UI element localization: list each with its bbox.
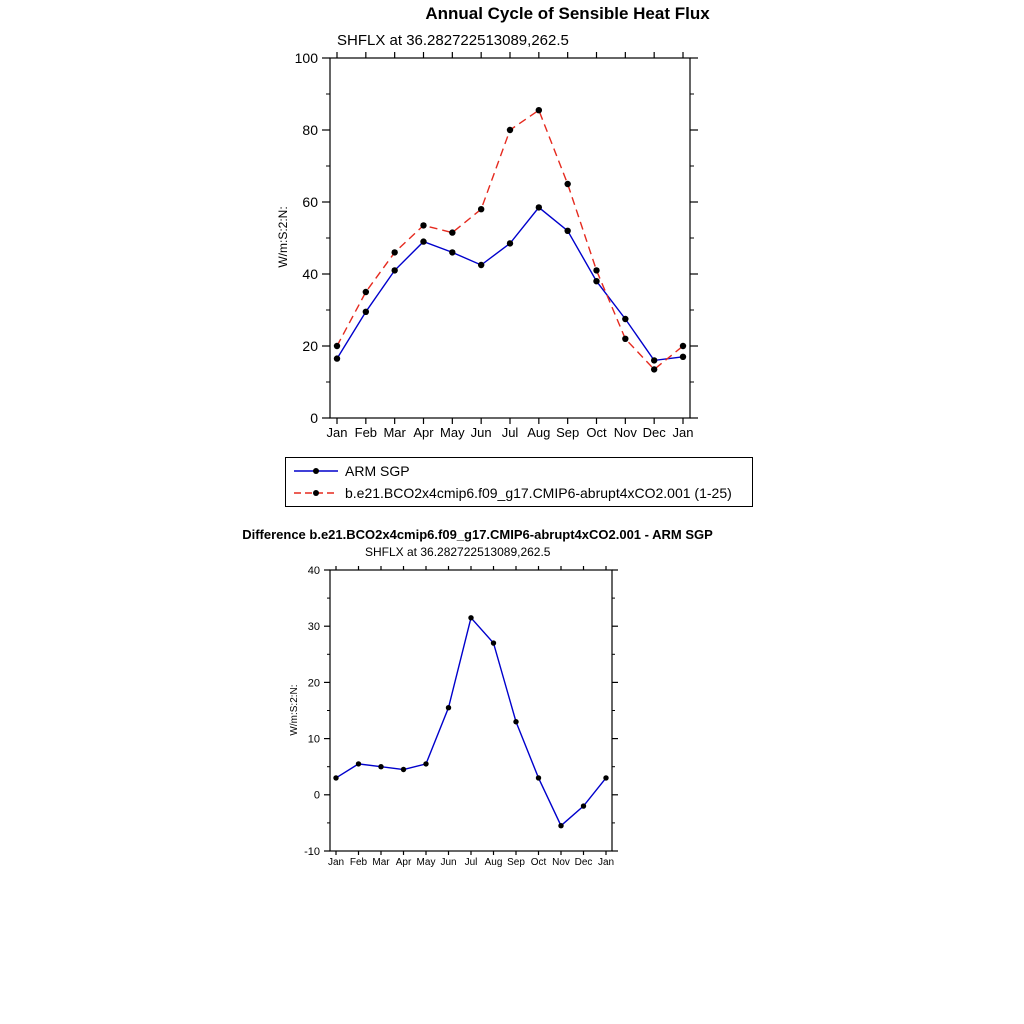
svg-text:30: 30 bbox=[307, 621, 320, 634]
svg-text:20: 20 bbox=[302, 337, 318, 354]
svg-text:0: 0 bbox=[313, 789, 320, 802]
arm-sgp-line-sample-icon bbox=[292, 465, 340, 477]
model-run-line-sample-icon bbox=[292, 487, 340, 499]
svg-text:Oct: Oct bbox=[530, 857, 547, 868]
svg-text:100: 100 bbox=[294, 52, 318, 66]
svg-text:Feb: Feb bbox=[354, 425, 378, 440]
svg-text:Jan: Jan bbox=[326, 425, 348, 440]
annual-cycle-title: Annual Cycle of Sensible Heat Flux bbox=[425, 4, 710, 23]
svg-text:40: 40 bbox=[307, 564, 320, 577]
svg-text:Sep: Sep bbox=[507, 857, 525, 868]
svg-text:20: 20 bbox=[307, 677, 320, 690]
svg-text:Jul: Jul bbox=[464, 857, 478, 868]
svg-text:40: 40 bbox=[302, 265, 318, 282]
svg-text:Jun: Jun bbox=[470, 425, 492, 440]
legend-label-model-run: b.e21.BCO2x4cmip6.f09_g17.CMIP6-abrupt4xCO2.001 (1-25) bbox=[345, 485, 732, 501]
svg-text:80: 80 bbox=[302, 121, 318, 138]
difference-chart-subtitle: SHFLX at 36.282722513089,262.5 bbox=[365, 545, 551, 559]
difference-chart-title: Difference b.e21.BCO2x4cmip6.f09_g17.CMIP6-abrupt4xCO2.001 - ARM SGP bbox=[242, 527, 713, 542]
svg-text:Mar: Mar bbox=[383, 425, 406, 440]
annual-cycle-y-axis-label: W/m:S:2:N: bbox=[276, 206, 290, 268]
svg-text:Dec: Dec bbox=[642, 425, 666, 440]
svg-text:-10: -10 bbox=[304, 845, 320, 858]
difference-y-axis-label: W/m:S:2:N: bbox=[289, 684, 300, 736]
legend-entry-arm-sgp bbox=[286, 460, 752, 482]
svg-text:Aug: Aug bbox=[527, 425, 551, 440]
svg-text:Jan: Jan bbox=[597, 857, 615, 868]
svg-text:Feb: Feb bbox=[349, 857, 368, 868]
svg-text:Sep: Sep bbox=[556, 425, 580, 440]
difference-chart bbox=[280, 564, 640, 874]
svg-text:Nov: Nov bbox=[552, 857, 570, 868]
svg-text:Aug: Aug bbox=[484, 857, 503, 868]
svg-text:Nov: Nov bbox=[613, 425, 637, 440]
svg-text:May: May bbox=[440, 425, 465, 440]
svg-text:Apr: Apr bbox=[395, 857, 412, 868]
svg-text:Jan: Jan bbox=[672, 425, 694, 440]
svg-text:May: May bbox=[416, 857, 436, 868]
svg-text:Apr: Apr bbox=[413, 425, 434, 440]
svg-text:10: 10 bbox=[307, 733, 320, 746]
svg-text:Oct: Oct bbox=[586, 425, 607, 440]
svg-text:Dec: Dec bbox=[574, 857, 593, 868]
legend-label-arm-sgp: ARM SGP bbox=[345, 463, 410, 479]
svg-text:0: 0 bbox=[310, 409, 318, 426]
annual-cycle-subtitle: SHFLX at 36.282722513089,262.5 bbox=[337, 32, 569, 49]
annual-cycle-chart bbox=[270, 52, 710, 452]
svg-text:Jun: Jun bbox=[440, 857, 457, 868]
svg-text:60: 60 bbox=[302, 193, 318, 210]
svg-text:Jan: Jan bbox=[327, 857, 345, 868]
legend bbox=[285, 457, 753, 507]
svg-text:Mar: Mar bbox=[372, 857, 390, 868]
legend-entry-model-run bbox=[286, 482, 752, 504]
svg-text:Jul: Jul bbox=[501, 425, 519, 440]
